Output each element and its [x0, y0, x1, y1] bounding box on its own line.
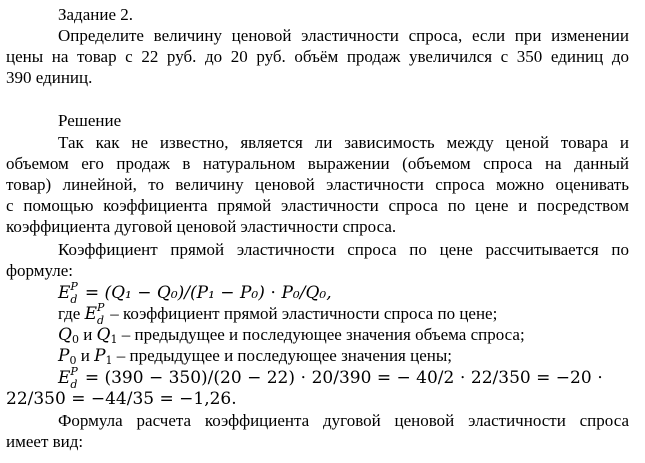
definition-e-text: – коэффициент прямой эластичности спроса по цене; — [106, 304, 498, 323]
task-text-line-3: 390 единиц. — [6, 68, 93, 87]
task-heading: Задание 2. — [58, 5, 133, 24]
definition-symbol-e: E — [84, 304, 97, 324]
subscript-1: 1 — [110, 333, 118, 346]
p-and: и — [76, 346, 95, 365]
symbol-p0: P — [58, 346, 70, 366]
definition-q-text: – предыдущее и последующее значения объема спроса; — [117, 325, 525, 344]
formula-symbol-e: E — [58, 283, 71, 303]
solution-p1-line-3: товар) линейной, то величину ценовой эластичности спроса можно оценивать — [6, 175, 629, 194]
calculation-line-1 — [58, 365, 603, 391]
formula-rhs: = (Q₁ − Q₀)/(P₁ − P₀) ⋅ P₀/Q₀, — [79, 283, 332, 303]
task-text-line-2: цены на товар с 22 руб. до 20 руб. объём продаж увеличился с 350 единиц до — [6, 47, 629, 66]
subscript-0: 0 — [69, 354, 77, 367]
solution-p1-line-5: коэффициента дуговой ценовой эластичности спроса. — [6, 217, 397, 236]
calc-scripts: P d — [70, 365, 78, 391]
definition-p-text: – предыдущее и последующее значения цены; — [112, 346, 453, 365]
definition-scripts: P d — [97, 301, 105, 327]
subscript-0: 0 — [71, 333, 79, 346]
calculation-line-2: 22/350 = −44/35 = −1,26. — [6, 389, 237, 409]
symbol-q1: Q — [96, 325, 111, 345]
solution-p1-line-1: Так как не известно, является ли зависимость между ценой товара и — [58, 133, 629, 152]
solution-p3-line-1: Формула расчета коэффициента дуговой ценовой эластичности спроса — [58, 411, 629, 430]
where-prefix: где — [58, 304, 85, 323]
solution-p2-line-1: Коэффициент прямой эластичности спроса по цене рассчитывается по — [58, 240, 629, 259]
solution-p1-line-2: объемом его продаж в натуральном выражении (объемом спроса на данный — [6, 154, 629, 173]
solution-heading: Решение — [58, 111, 122, 130]
calc-symbol-e: E — [58, 368, 71, 388]
task-text-line-1: Определите величину ценовой эластичности спроса, если при изменении — [58, 26, 629, 45]
solution-p3-line-2: имеет вид: — [6, 432, 84, 451]
q-and: и — [78, 325, 97, 344]
symbol-p1: P — [94, 346, 106, 366]
definition-e — [58, 301, 498, 327]
definition-p — [58, 346, 452, 366]
definition-q — [58, 325, 525, 345]
elasticity-formula — [58, 280, 332, 306]
solution-p1-line-4: с помощью коэффициента прямой эластичности спроса по цене и посредством — [6, 196, 629, 215]
subscript-1: 1 — [105, 354, 113, 367]
calc-expression: = (390 − 350)/(20 − 22) ⋅ 20/390 = − 40/2 ⋅ 22/350 = −20 ⋅ — [79, 368, 603, 388]
symbol-q0: Q — [58, 325, 72, 345]
formula-scripts: P d — [70, 280, 78, 306]
solution-p2-line-2: формуле: — [6, 261, 74, 280]
